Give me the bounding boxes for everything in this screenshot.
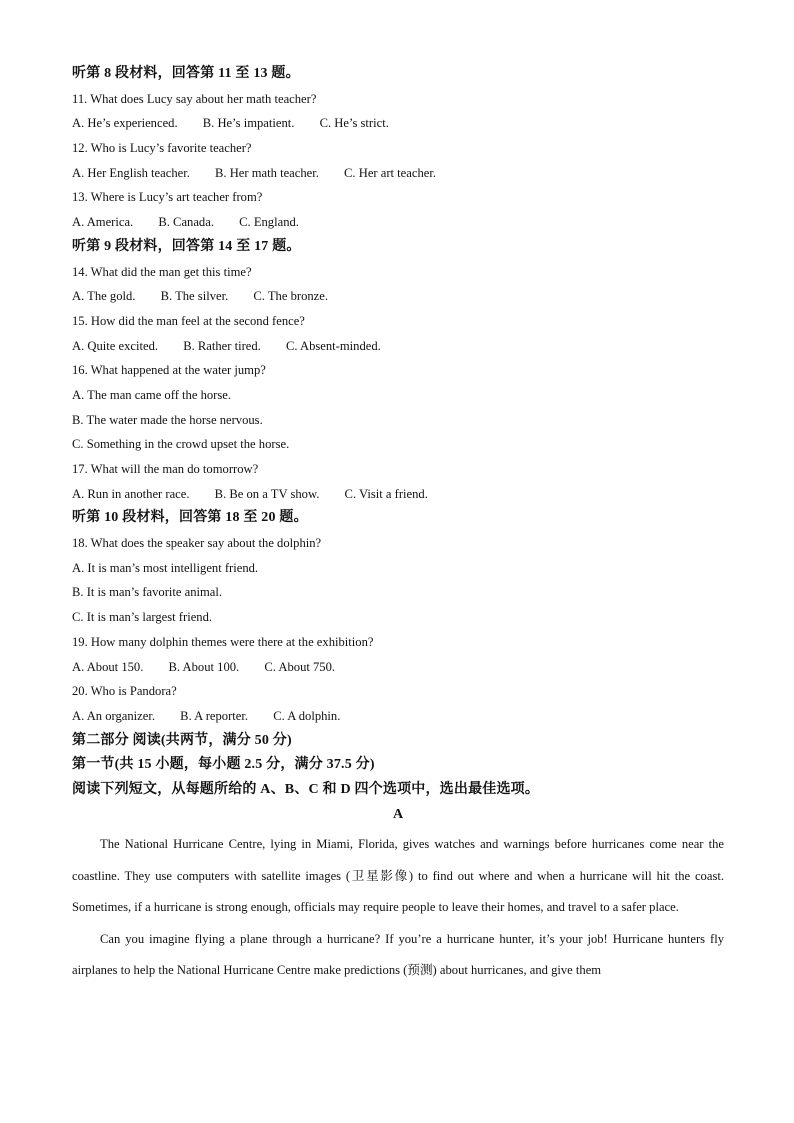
question-11: 11. What does Lucy say about her math teacher?: [72, 91, 317, 106]
option-16-b: B. The water made the horse nervous.: [72, 412, 263, 427]
option-16-c: C. Something in the crowd upset the horse.: [72, 437, 290, 452]
option-17-c: C. Visit a friend.: [344, 486, 428, 501]
option-11-a: A. He’s experienced.: [72, 116, 178, 131]
question-14: 14. What did the man get this time?: [72, 264, 252, 279]
section-10-heading: 听第 10 段材料，回答第 18 至 20 题。: [72, 510, 308, 526]
option-15-a: A. Quite excited.: [72, 338, 159, 353]
option-12-c: C. Her art teacher.: [344, 165, 436, 180]
option-20-c: C. A dolphin.: [273, 708, 341, 723]
question-15: 15. How did the man feel at the second fence?: [72, 313, 305, 328]
option-13-c: C. England.: [239, 215, 299, 230]
option-12-a: A. Her English teacher.: [72, 165, 190, 180]
option-15-b: B. Rather tired.: [183, 338, 261, 353]
option-14-c: C. The bronze.: [253, 289, 328, 304]
option-14-b: B. The silver.: [160, 289, 229, 304]
options-14: [72, 284, 724, 309]
option-13-a: A. America.: [72, 215, 134, 230]
option-13-b: B. Canada.: [158, 215, 214, 230]
options-17: [72, 482, 724, 507]
passage-paragraph-1: The National Hurricane Centre, lying in Miami, Florida, gives watches and warnings before hurricanes come near the coastline. They use computers with satellite images (卫星影像) to find out where and when a hurricane will hit the coast. Sometimes, if a hurricane is strong enough, officials may require people to leave their homes, and travel to a safer place.: [72, 837, 724, 915]
option-15-c: C. Absent-minded.: [286, 338, 381, 353]
option-16-a: A. The man came off the horse.: [72, 387, 232, 402]
part-2-section-1-heading: 第一节(共 15 小题，每小题 2.5 分，满分 37.5 分): [72, 757, 375, 773]
options-11: [72, 111, 724, 136]
option-18-b: B. It is man’s favorite animal.: [72, 585, 223, 600]
options-19: [72, 655, 724, 680]
option-17-a: A. Run in another race.: [72, 486, 190, 501]
option-14-a: A. The gold.: [72, 289, 136, 304]
option-18-a: A. It is man’s most intelligent friend.: [72, 560, 259, 575]
option-19-c: C. About 750.: [264, 659, 336, 674]
part-2-heading: 第二部分 阅读(共两节，满分 50 分): [72, 732, 292, 748]
option-17-b: B. Be on a TV show.: [214, 486, 320, 501]
question-17: 17. What will the man do tomorrow?: [72, 462, 259, 476]
options-20: [72, 704, 724, 729]
section-9-heading: 听第 9 段材料，回答第 14 至 17 题。: [72, 238, 301, 254]
option-11-c: C. He’s strict.: [319, 116, 389, 131]
option-12-b: B. Her math teacher.: [215, 165, 319, 180]
option-20-a: A. An organizer.: [72, 708, 156, 723]
option-19-a: A. About 150.: [72, 659, 144, 674]
option-11-b: B. He’s impatient.: [202, 116, 295, 131]
options-13: [72, 210, 724, 235]
option-18-c: C. It is man’s largest friend.: [72, 610, 213, 625]
passage-label: A: [392, 806, 404, 822]
question-18: 18. What does the speaker say about the dolphin?: [72, 536, 322, 551]
options-15: [72, 334, 724, 359]
question-12: 12. Who is Lucy’s favorite teacher?: [72, 141, 252, 156]
options-12: [72, 161, 724, 186]
question-13: 13. Where is Lucy’s art teacher from?: [72, 190, 263, 205]
exam-page: [72, 62, 724, 986]
reading-instructions: 阅读下列短文，从每题所给的 A、B、C 和 D 四个选项中，选出最佳选项。: [72, 781, 540, 797]
question-20: 20. Who is Pandora?: [72, 684, 177, 699]
question-16: 16. What happened at the water jump?: [72, 363, 266, 378]
option-20-b: B. A reporter.: [180, 708, 249, 723]
passage-paragraph-2: Can you imagine flying a plane through a hurricane? If you’re a hurricane hunter, it’s your job! Hurricane hunters fly airplanes to help the National Hurricane Centre make predictions (预测) about hurricanes, and give them: [72, 931, 724, 977]
option-19-b: B. About 100.: [168, 659, 240, 674]
section-8-heading: 听第 8 段材料，回答第 11 至 13 题。: [72, 66, 300, 81]
question-19: 19. How many dolphin themes were there at the exhibition?: [72, 634, 374, 649]
